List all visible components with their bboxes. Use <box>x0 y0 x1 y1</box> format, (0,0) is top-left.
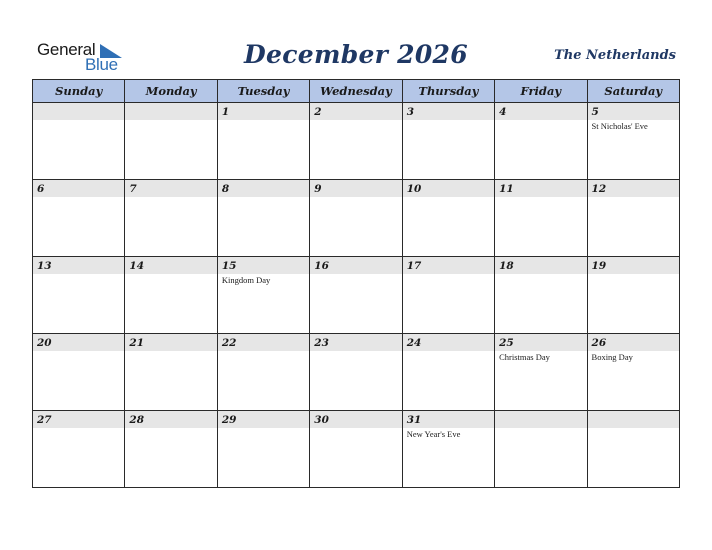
day-cell <box>33 180 125 257</box>
holiday-label: Kingdom Day <box>221 275 271 285</box>
calendar-title: December 2026 <box>244 40 468 69</box>
day-number: 14 <box>125 257 216 274</box>
day-number: 31 <box>403 411 494 428</box>
day-number: 10 <box>403 180 494 197</box>
day-cell <box>217 334 309 411</box>
day-cell <box>310 334 402 411</box>
day-number: 18 <box>495 257 586 274</box>
weekday-header: Wednesday <box>310 80 402 103</box>
day-number: 23 <box>310 334 401 351</box>
day-cell <box>402 411 494 488</box>
holiday-label: Christmas Day <box>499 352 550 362</box>
day-number <box>33 103 124 120</box>
day-number: 26 <box>588 334 679 351</box>
day-number: 5 <box>588 103 679 120</box>
logo-text-general: General <box>37 40 96 59</box>
day-cell <box>495 180 587 257</box>
day-number: 8 <box>218 180 309 197</box>
country-name: The Netherlands <box>554 48 676 63</box>
week-row <box>33 411 680 488</box>
day-cell <box>33 103 125 180</box>
day-number: 22 <box>218 334 309 351</box>
day-number: 20 <box>33 334 124 351</box>
calendar-grid <box>32 79 680 488</box>
week-row <box>33 257 680 334</box>
logo-text-blue: Blue <box>85 55 118 74</box>
day-number: 6 <box>33 180 124 197</box>
weekday-header: Saturday <box>587 80 679 103</box>
day-cell <box>495 103 587 180</box>
day-number: 9 <box>310 180 401 197</box>
day-number: 4 <box>495 103 586 120</box>
weekday-header: Monday <box>125 80 217 103</box>
day-cell <box>587 334 679 411</box>
day-cell <box>402 180 494 257</box>
day-number: 1 <box>218 103 309 120</box>
day-cell <box>217 180 309 257</box>
day-number: 29 <box>218 411 309 428</box>
day-cell <box>587 411 679 488</box>
day-cell <box>495 411 587 488</box>
week-row <box>33 103 680 180</box>
day-cell <box>125 334 217 411</box>
day-cell <box>33 334 125 411</box>
day-number: 27 <box>33 411 124 428</box>
weekday-header: Sunday <box>33 80 125 103</box>
day-cell <box>125 411 217 488</box>
day-cell <box>310 257 402 334</box>
day-number <box>495 411 586 428</box>
day-number: 24 <box>403 334 494 351</box>
day-number: 21 <box>125 334 216 351</box>
day-number: 15 <box>218 257 309 274</box>
day-cell <box>310 103 402 180</box>
holiday-label: New Year's Eve <box>406 429 461 439</box>
day-cell <box>33 411 125 488</box>
day-cell <box>587 180 679 257</box>
day-number: 12 <box>588 180 679 197</box>
day-cell <box>217 411 309 488</box>
day-number: 30 <box>310 411 401 428</box>
day-cell <box>495 334 587 411</box>
day-cell <box>33 257 125 334</box>
weekday-header: Friday <box>495 80 587 103</box>
day-cell <box>125 180 217 257</box>
day-number: 28 <box>125 411 216 428</box>
weekday-header: Thursday <box>402 80 494 103</box>
day-number <box>588 411 679 428</box>
day-cell <box>310 180 402 257</box>
holiday-label: Boxing Day <box>591 352 633 362</box>
day-cell <box>402 103 494 180</box>
day-number: 19 <box>588 257 679 274</box>
day-cell <box>402 334 494 411</box>
day-cell <box>217 103 309 180</box>
day-number: 17 <box>403 257 494 274</box>
day-cell <box>402 257 494 334</box>
day-cell <box>587 257 679 334</box>
day-cell <box>587 103 679 180</box>
holiday-label: St Nicholas' Eve <box>591 121 648 131</box>
day-number: 7 <box>125 180 216 197</box>
day-cell <box>310 411 402 488</box>
weekday-header-row <box>33 80 680 103</box>
day-number <box>125 103 216 120</box>
day-number: 16 <box>310 257 401 274</box>
weekday-header: Tuesday <box>217 80 309 103</box>
day-number: 13 <box>33 257 124 274</box>
week-row <box>33 334 680 411</box>
day-cell <box>495 257 587 334</box>
day-cell <box>125 103 217 180</box>
day-number: 11 <box>495 180 586 197</box>
day-number: 2 <box>310 103 401 120</box>
day-number: 25 <box>495 334 586 351</box>
day-number: 3 <box>403 103 494 120</box>
week-row <box>33 180 680 257</box>
day-cell <box>125 257 217 334</box>
day-cell <box>217 257 309 334</box>
